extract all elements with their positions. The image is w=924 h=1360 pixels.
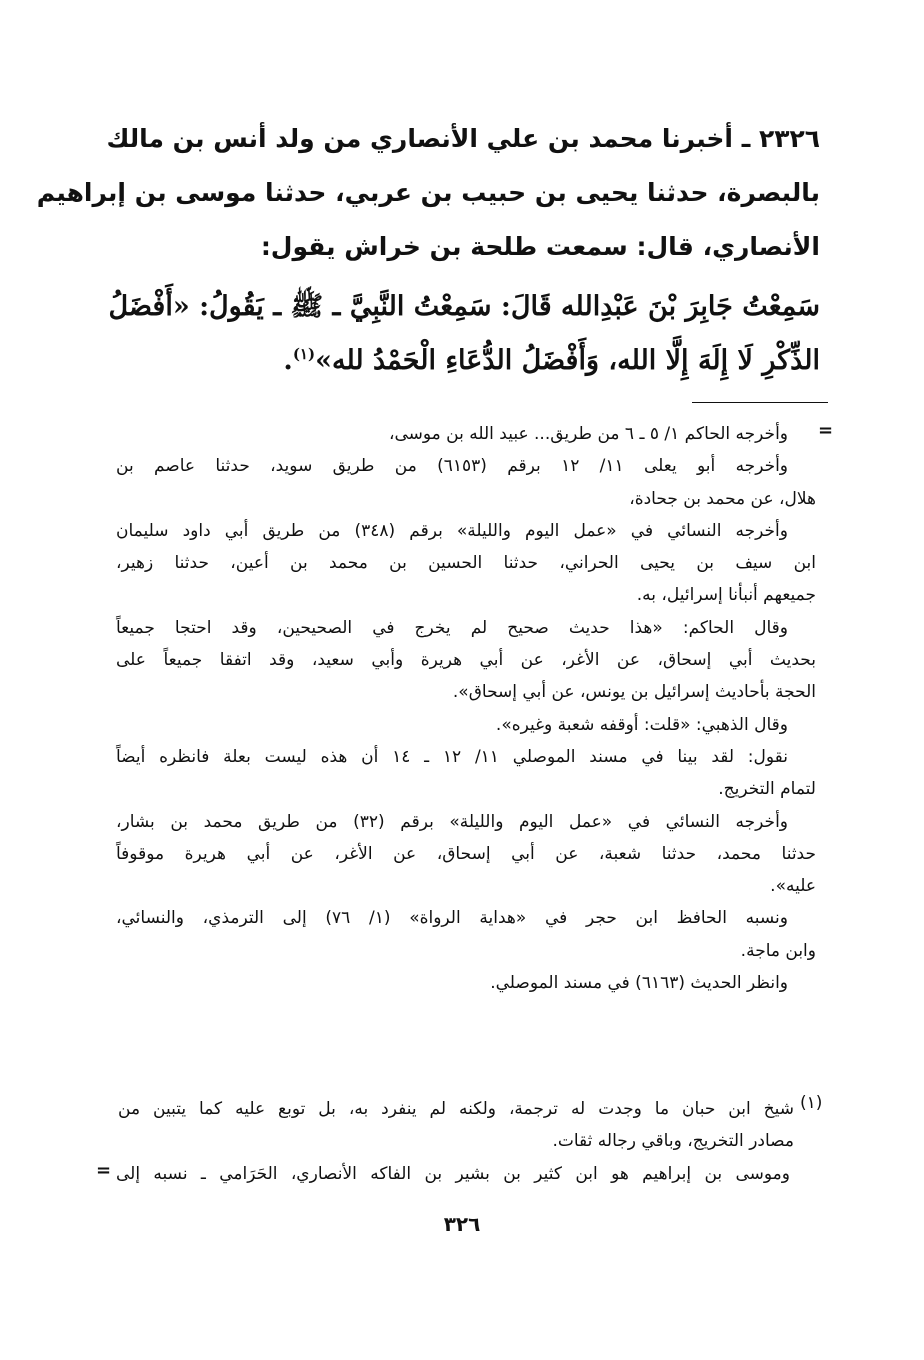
note-line: وأخرجه الحاكم ١/ ٥ ـ ٦ من طريق... عبيد الله بن موسى،: [388, 424, 788, 444]
note-line: وأخرجه النسائي في «عمل اليوم والليلة» برقم (٣٤٨) من طريق أبي داود سليمان: [116, 520, 788, 541]
footnote-number: (١): [800, 1093, 823, 1113]
note-line: الحجة بأحاديث إسرائيل بن يونس، عن أبي إسحاق».: [452, 682, 816, 703]
end-mark: .: [283, 345, 293, 376]
note-line: جميعهم أنبأنا إسرائيل، به.: [636, 585, 816, 606]
footnote-line: وموسى بن إبراهيم هو ابن كثير بن بشير بن الفاكه الأنصاري، الحَرَامي ـ نسبه إلى: [116, 1164, 790, 1184]
continuation-marker-bottom: =: [96, 1160, 112, 1181]
note-line: بحديث أبي إسحاق، عن الأغر، عن أبي هريرة وأبي سعيد، وقد اتفقا جميعاً على: [116, 650, 816, 671]
note-line: وانظر الحديث (٦١٦٣) في مسند الموصلي.: [490, 973, 788, 994]
footnote-text-continued: [116, 1158, 790, 1190]
matn-line: [112, 334, 820, 388]
note-line: نقول: لقد بينا في مسند الموصلي ١١/ ١٢ ـ ١٤ أن هذه ليست بعلة فانظره أيضاً: [116, 746, 788, 767]
footnote-line: مصادر التخريج، وباقي رجاله ثقات.: [552, 1131, 794, 1152]
note-line: وقال الذهبي: «قلت: أوقفه شعبة وغيره».: [495, 714, 788, 735]
hadith-matn: [108, 280, 820, 388]
note-line: وأخرجه النسائي في «عمل اليوم والليلة» برقم (٣٢) من طريق محمد بن بشار،: [116, 811, 789, 832]
note-line: وأخرجه أبو يعلى ١١/ ١٢ برقم (٦١٥٣) من طريق سويد، حدثنا عاصم بن: [116, 456, 789, 477]
isnad-line: بالبصرة، حدثنا يحيى بن حبيب بن عربي، حدثنا موسى بن إبراهيم: [36, 178, 820, 207]
footnote-text: [118, 1093, 794, 1158]
isnad-line: الأنصاري، قال: سمعت طلحة بن خراش يقول:: [260, 232, 820, 261]
isnad-line: ٢٣٢٦ ـ أخبرنا محمد بن علي الأنصاري من ولد أنس بن مالك: [106, 124, 820, 153]
matn-text: الذِّكْرِ لَا إِلَهَ إِلَّا الله، وَأَفْضَلُ الدُّعَاءِ الْحَمْدُ لله»: [315, 345, 820, 376]
matn-line: سَمِعْتُ جَابِرَ بْنَ عَبْدِالله قَالَ: سَمِعْتُ النَّبِيَّ ـ ﷺ ـ يَقُولُ: «أَفْضَلُ: [108, 291, 820, 322]
note-line: ابن سيف بن يحيى الحراني، حدثنا الحسين بن محمد بن أعين، حدثنا زهير،: [116, 553, 816, 574]
note-line: حدثنا محمد، حدثنا شعبة، عن أبي إسحاق، عن الأغر، عن أبي هريرة موقوفاً: [116, 843, 816, 864]
note-line: ونسبه الحافظ ابن حجر في «هداية الرواة» (١/ ٧٦) إلى الترمذي، والنسائي،: [116, 908, 788, 929]
footnote-line: شيخ ابن حبان ما وجدت له ترجمة، ولكنه لم ينفرد به، بل توبع عليه كما يتبين من: [118, 1099, 794, 1119]
page-number: ٣٢٦: [443, 1212, 481, 1236]
footnote-reference: (١): [292, 345, 316, 363]
continuation-marker-top: =: [818, 420, 834, 441]
note-line: هلال، عن محمد بن جحادة،: [629, 488, 816, 509]
footnote-separator: [692, 402, 828, 403]
note-line: عليه».: [770, 876, 816, 897]
note-line: وابن ماجة.: [740, 940, 816, 961]
note-line: وقال الحاكم: «هذا حديث صحيح لم يخرج في الصحيحين، وقد احتجا جميعاً: [116, 617, 788, 638]
note-line: لتمام التخريج.: [718, 779, 816, 800]
takhrij-notes: [116, 418, 816, 999]
hadith-isnad: [36, 112, 820, 274]
